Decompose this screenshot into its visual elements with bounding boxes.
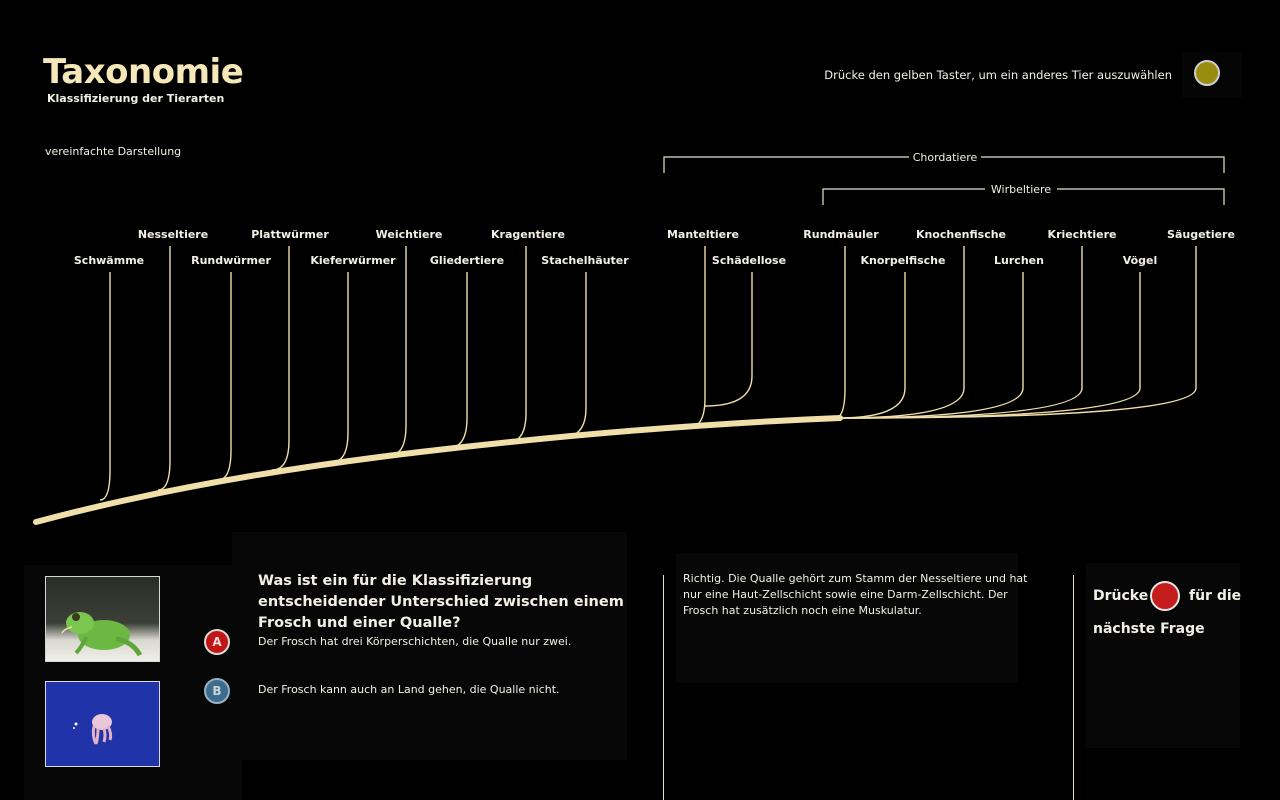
next-prompt-prefix: Drücke [1093, 588, 1149, 604]
tree-trunk [36, 418, 840, 522]
answer-a-text: Der Frosch hat drei Körperschichten, die Qualle nur zwei. [258, 635, 572, 648]
tree-branch [390, 246, 406, 455]
answer-b-text: Der Frosch kann auch an Land gehen, die Qualle nicht. [258, 683, 560, 696]
page-title: Taxonomie [43, 52, 244, 92]
tree-branch [842, 272, 1023, 418]
answer-a-button[interactable]: A [204, 629, 230, 655]
taxon-label: Säugetiere [1167, 228, 1235, 241]
taxon-label: Kieferwürmer [310, 254, 396, 267]
tree-branch [705, 272, 752, 406]
taxon-label: Knochenfische [915, 228, 1007, 241]
taxon-label: Stachelhäuter [541, 254, 629, 267]
frog-image [45, 576, 160, 662]
taxon-label: Gliedertiere [429, 254, 505, 267]
taxon-label: Plattwürmer [251, 228, 329, 241]
tree-branch [332, 272, 348, 462]
page-subtitle: Klassifizierung der Tierarten [47, 92, 225, 105]
jellyfish-icon [46, 682, 160, 767]
tree-branch [835, 246, 845, 418]
red-next-button[interactable] [1150, 581, 1180, 611]
next-prompt-suffix: für die [1189, 588, 1242, 604]
answer-b-button[interactable]: B [204, 678, 230, 704]
group-label: Wirbeltiere [990, 183, 1052, 196]
tree-branch [838, 272, 905, 418]
divider-right [1073, 575, 1074, 800]
tree-labels [74, 149, 1235, 267]
taxon-label: Schädellose [711, 254, 787, 267]
taxon-label: Nesseltiere [137, 228, 209, 241]
tree-branch [688, 246, 705, 428]
taxon-label: Weichtiere [375, 228, 443, 241]
taxon-label: Knorpelfische [860, 254, 946, 267]
taxon-label: Rundmäuler [803, 228, 879, 241]
tree-branch [448, 272, 467, 448]
taxon-label: Lurchen [994, 254, 1044, 267]
next-prompt-line2: nächste Frage [1093, 621, 1205, 637]
taxon-label: Manteltiere [666, 228, 740, 241]
taxon-label: Vögel [1122, 254, 1158, 267]
tree-branch [560, 272, 586, 438]
yellow-button-hint: Drücke den gelben Taster, um ein anderes Tier auszuwählen [824, 68, 1172, 82]
taxon-label: Rundwürmer [191, 254, 271, 267]
tree-branch [840, 246, 964, 418]
tree-branch [272, 246, 289, 470]
tree-branch [506, 246, 526, 443]
taxon-label: Schwämme [73, 254, 145, 267]
explanation-text: Richtig. Die Qualle gehört zum Stamm der Nesseltiere und hat nur eine Haut-Zellschicht sowie eine Darm-Zellschicht. Der Frosch hat zusätzlich noch eine Muskulatur. [683, 572, 1028, 617]
taxon-label: Kragentiere [491, 228, 565, 241]
tree-branch [218, 272, 231, 480]
tree-lines [36, 157, 1224, 522]
taxon-label: Kriechtiere [1047, 228, 1117, 241]
group-label: Chordatiere [912, 151, 978, 164]
jellyfish-image [45, 681, 160, 767]
tree-branch [846, 272, 1140, 418]
question-text: Was ist ein für die Klassifizierung entscheidender Unterschied zwischen einem Frosch und einer Qualle? [258, 573, 624, 631]
frog-icon [46, 577, 160, 662]
tree-branch [158, 246, 170, 490]
simplified-note: vereinfachte Darstellung [45, 145, 182, 158]
divider-left [663, 575, 664, 800]
tree-branch [100, 272, 110, 500]
